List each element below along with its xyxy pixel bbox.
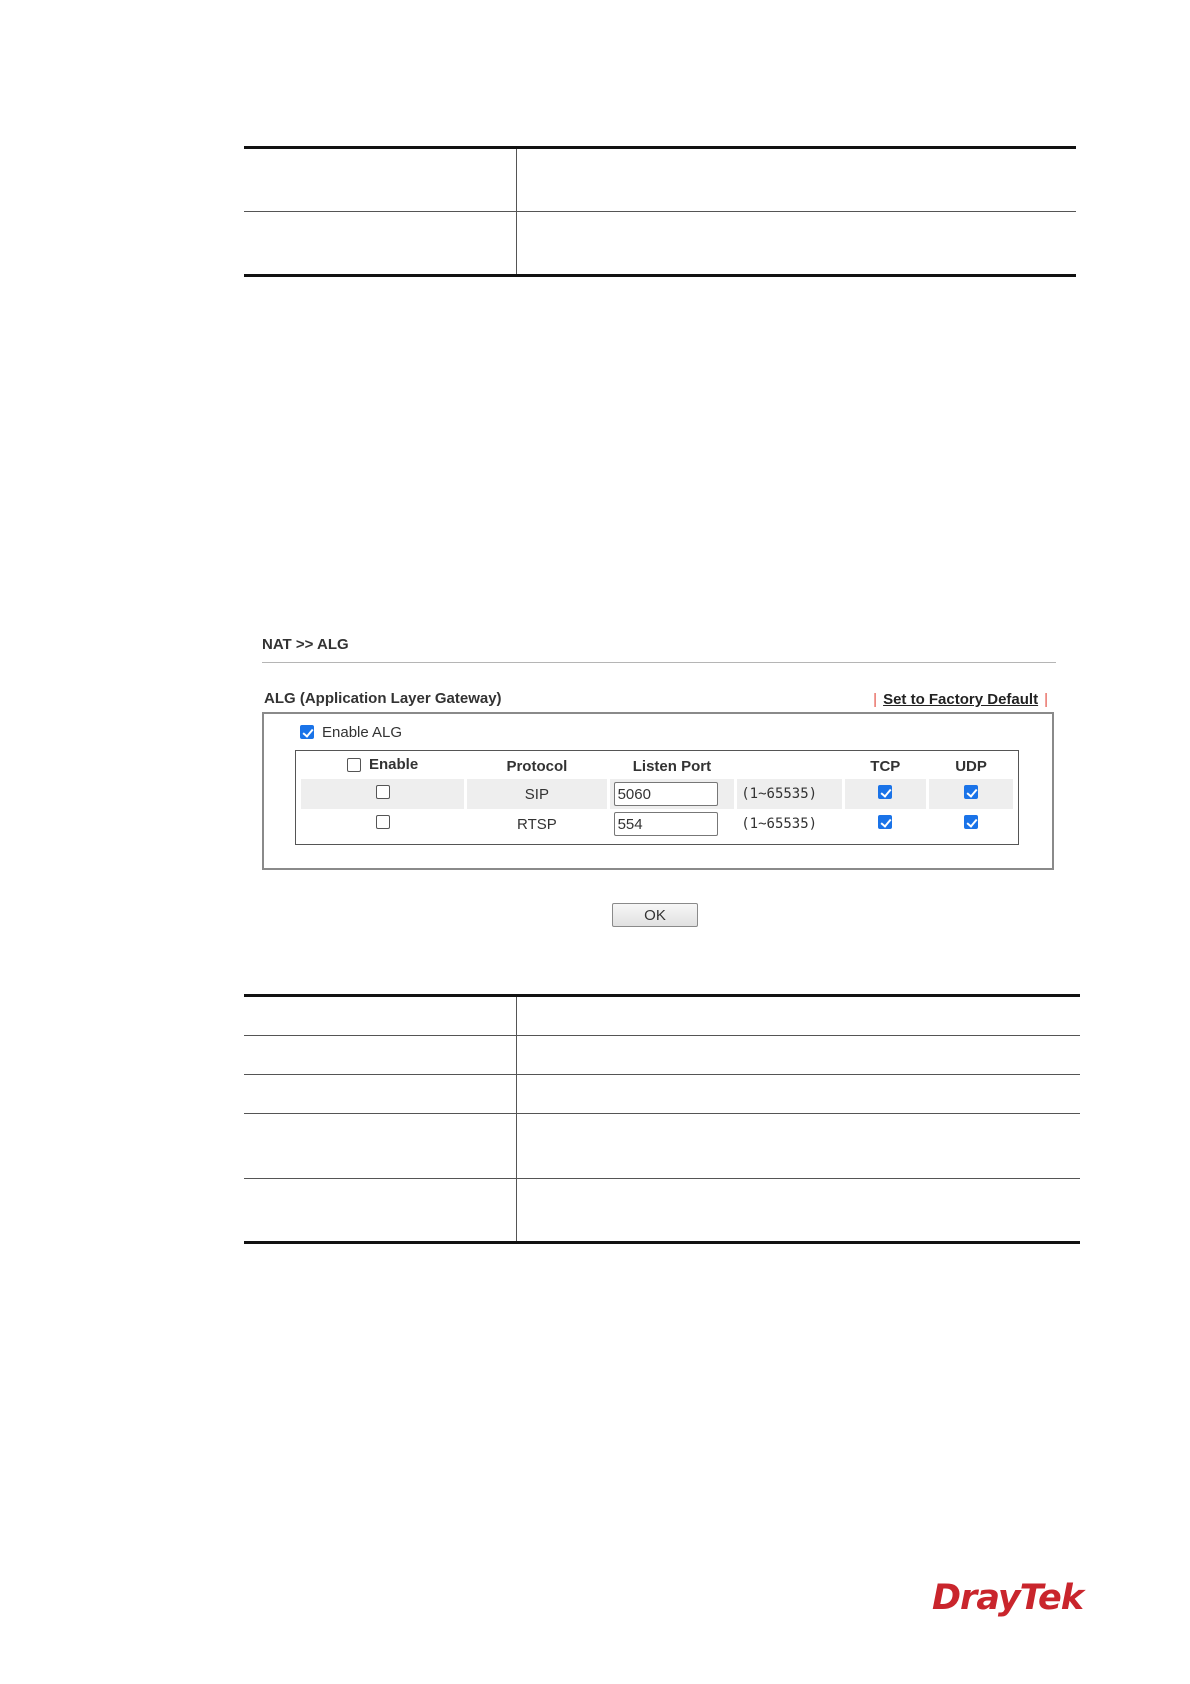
- doc-table-cell: [244, 996, 516, 1036]
- table-row-rtsp: [301, 809, 1013, 839]
- udp-cell: [929, 809, 1013, 839]
- doc-table-row: [244, 1114, 1080, 1179]
- doc-table-bottom: [244, 994, 1080, 1244]
- header-range: [737, 753, 841, 779]
- doc-table-row: [244, 1036, 1080, 1075]
- protocol-name: SIP: [467, 779, 606, 809]
- section-header: [264, 690, 1054, 712]
- doc-table-top: [244, 146, 1076, 277]
- sip-enable-checkbox[interactable]: [376, 785, 390, 799]
- table-row-sip: [301, 779, 1013, 809]
- sip-udp-checkbox[interactable]: [964, 785, 978, 799]
- rtsp-tcp-checkbox[interactable]: [878, 815, 892, 829]
- enable-all-checkbox[interactable]: [347, 758, 361, 772]
- port-range-hint: (1~65535): [741, 816, 818, 832]
- draytek-logo: DrayTek: [932, 1578, 1084, 1618]
- doc-table-cell: [244, 1179, 516, 1243]
- port-range-hint: (1~65535): [737, 779, 841, 809]
- factory-default-wrap: [867, 691, 1054, 708]
- port-cell: [610, 809, 735, 839]
- port-cell: [610, 779, 735, 809]
- doc-table-row: [244, 148, 1076, 212]
- protocol-table: [298, 753, 1016, 839]
- sip-listen-port-input[interactable]: [614, 782, 718, 806]
- header-enable-label: Enable: [369, 756, 419, 774]
- doc-table-cell: [516, 1114, 1080, 1179]
- header-tcp: TCP: [870, 757, 901, 775]
- doc-table-cell: [516, 212, 1076, 276]
- doc-table-row: [244, 212, 1076, 276]
- header-protocol: Protocol: [506, 757, 568, 775]
- protocol-name: RTSP: [517, 815, 557, 833]
- protocol-table-header: [301, 753, 1013, 779]
- doc-table-cell: [244, 1075, 516, 1114]
- udp-cell: [929, 779, 1013, 809]
- doc-table-row: [244, 1179, 1080, 1243]
- enable-alg-label: Enable ALG: [322, 723, 403, 741]
- tcp-cell: [845, 779, 927, 809]
- enable-alg-row: [300, 722, 402, 742]
- separator-right: |: [1044, 691, 1048, 708]
- doc-table-cell: [244, 212, 516, 276]
- doc-table-cell: [244, 1114, 516, 1179]
- doc-table-cell: [516, 1179, 1080, 1243]
- section-title: ALG (Application Layer Gateway): [264, 690, 502, 707]
- doc-table-cell: [516, 148, 1076, 212]
- rtsp-listen-port-input[interactable]: [614, 812, 718, 836]
- breadcrumb-divider: [262, 662, 1056, 663]
- doc-table-cell: [516, 996, 1080, 1036]
- row-enable-cell: [301, 779, 464, 809]
- doc-table-cell: [244, 148, 516, 212]
- doc-table-row: [244, 996, 1080, 1036]
- doc-table-cell: [516, 1036, 1080, 1075]
- separator-left: |: [873, 691, 878, 708]
- enable-alg-checkbox[interactable]: [300, 725, 314, 739]
- tcp-cell: [845, 809, 927, 839]
- row-enable-cell: [301, 809, 464, 839]
- doc-table-cell: [244, 1036, 516, 1075]
- page-breadcrumb: NAT >> ALG: [262, 636, 349, 653]
- doc-table-cell: [516, 1075, 1080, 1114]
- sip-tcp-checkbox[interactable]: [878, 785, 892, 799]
- set-factory-default-link[interactable]: Set to Factory Default: [883, 691, 1039, 708]
- header-udp: UDP: [955, 757, 987, 775]
- doc-table-row: [244, 1075, 1080, 1114]
- rtsp-enable-checkbox[interactable]: [376, 815, 390, 829]
- ok-button[interactable]: OK: [612, 903, 698, 927]
- header-enable: [301, 753, 464, 779]
- rtsp-udp-checkbox[interactable]: [964, 815, 978, 829]
- header-listen-port: Listen Port: [632, 757, 712, 775]
